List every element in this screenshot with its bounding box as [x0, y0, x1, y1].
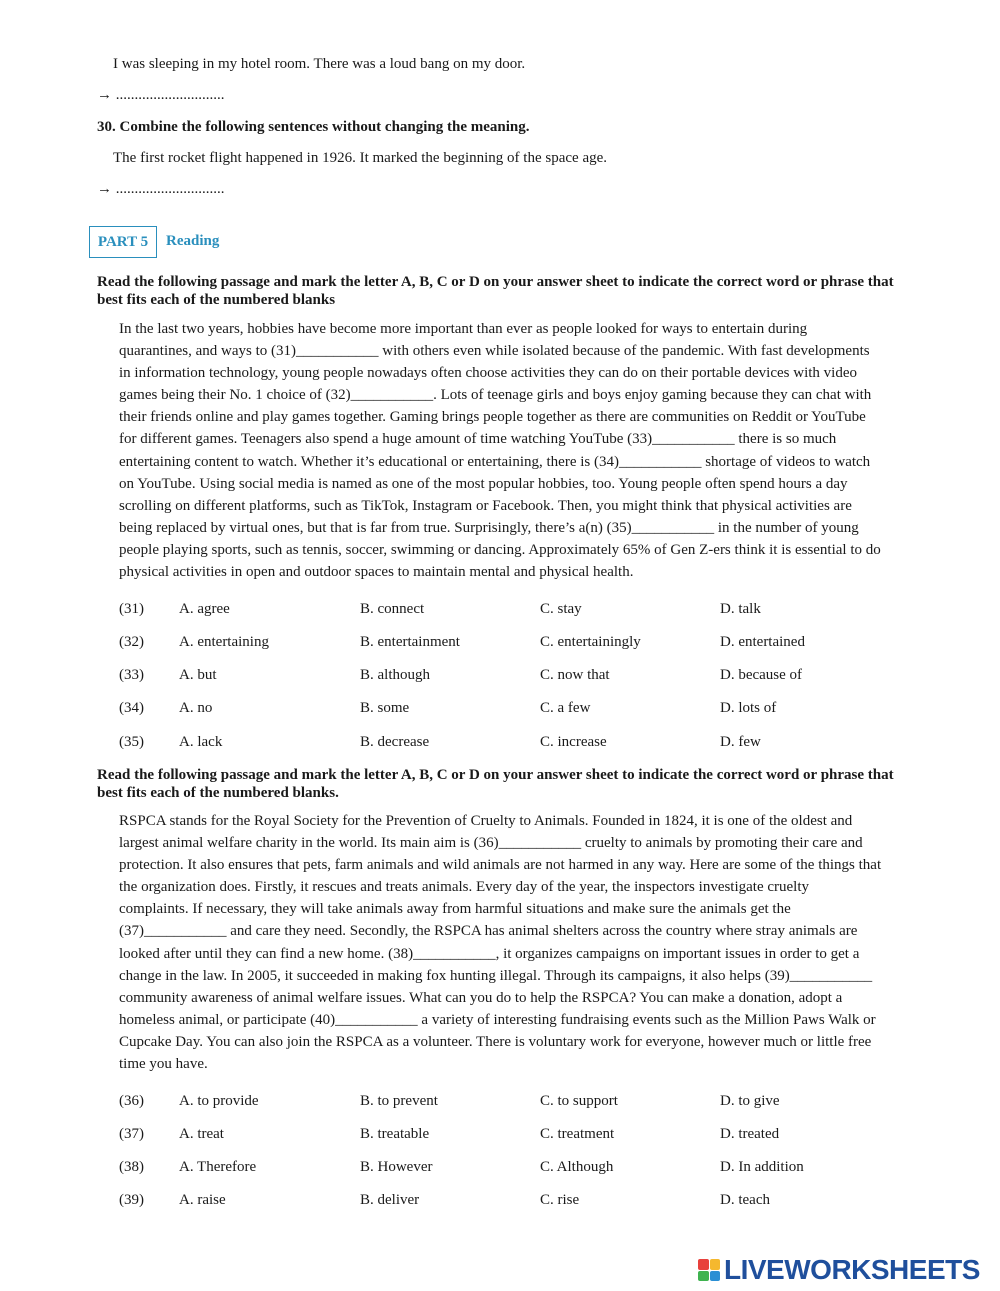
- question-number: (36): [119, 1093, 144, 1109]
- option-d[interactable]: D. because of: [720, 667, 803, 683]
- logo-text: LIVEWORKSHEETS: [724, 1254, 980, 1285]
- passage-line: in information technology, young people nowadays often choose activities they can do on their portable devices with video: [119, 365, 857, 382]
- option-row-32: [119, 631, 919, 653]
- option-row-37: [119, 1123, 919, 1145]
- option-b[interactable]: B. deliver: [360, 1192, 420, 1208]
- option-b[interactable]: B. although: [360, 667, 430, 683]
- question-number: (35): [119, 734, 144, 750]
- option-d[interactable]: D. teach: [720, 1192, 770, 1208]
- passage-line: scrolling on different platforms, such as TikTok, Instagram or Facebook. Then, you might think that physical activities are: [119, 497, 852, 514]
- option-a[interactable]: A. entertaining: [179, 634, 269, 650]
- passage-line: physical activities in open and outdoor spaces to maintain mental and physical health.: [119, 564, 634, 581]
- section2-instruction: Read the following passage and mark the letter A, B, C or D on your answer sheet to indicate the correct word or phrase that best fits each of the numbered blanks.: [97, 767, 894, 801]
- passage-line: RSPCA stands for the Royal Society for the Prevention of Cruelty to Animals. Founded in 1824, it is one of the oldest and: [119, 813, 853, 829]
- passage-line: largest animal welfare charity in the world. Its main aim is (36)___________ cruelty to animals by promoting their care and: [119, 835, 863, 852]
- passage-line: community awareness of animal welfare issues. What can you do to help the RSPCA? You can make a donation, adopt a: [119, 989, 843, 1006]
- option-b[interactable]: B. some: [360, 700, 410, 716]
- passage-line: entertaining content to watch. Whether it’s educational or entertaining, there is (34)___________ shortage of videos to watch: [119, 453, 871, 470]
- section2-passage: [119, 810, 904, 1075]
- option-a[interactable]: A. to provide: [179, 1093, 259, 1109]
- option-b[interactable]: B. to prevent: [360, 1093, 438, 1109]
- question-30-title: 30. Combine the following sentences without changing the meaning.: [97, 119, 530, 135]
- question-number: (34): [119, 700, 144, 716]
- sentence-30: The first rocket flight happened in 1926. It marked the beginning of the space age.: [113, 150, 608, 166]
- answer-line-30[interactable]: → .............................: [97, 181, 225, 197]
- passage-line: for different games. Teenagers also spend a huge amount of time watching YouTube (33)___________ there is so much: [119, 431, 837, 448]
- option-c[interactable]: C. a few: [540, 700, 591, 716]
- option-row-39: [119, 1189, 919, 1211]
- part-label: PART 5: [89, 226, 157, 258]
- option-b[interactable]: B. connect: [360, 601, 425, 617]
- logo-square: [710, 1259, 721, 1270]
- option-a[interactable]: A. Therefore: [179, 1159, 257, 1175]
- option-c[interactable]: C. rise: [540, 1192, 580, 1208]
- option-c[interactable]: C. treatment: [540, 1126, 615, 1142]
- option-a[interactable]: A. but: [179, 667, 217, 683]
- option-c[interactable]: C. Although: [540, 1159, 614, 1175]
- sentence-29: I was sleeping in my hotel room. There was a loud bang on my door.: [113, 56, 526, 72]
- passage-line: homeless animal, or participate (40)___________ a variety of interesting fundraising events such as the Million Paws Walk or: [119, 1011, 876, 1028]
- passage-line: complaints. If necessary, they will take animals away from harmful situations and make sure the animals get the: [119, 901, 791, 918]
- question-number: (32): [119, 634, 144, 650]
- answer-line-29[interactable]: → .............................: [97, 87, 225, 103]
- question-number: (33): [119, 667, 144, 683]
- option-row-34: [119, 697, 919, 719]
- option-c[interactable]: C. stay: [540, 601, 582, 617]
- option-d[interactable]: D. In addition: [720, 1159, 804, 1175]
- section1-passage: [119, 318, 904, 583]
- liveworksheets-logo: [698, 1255, 980, 1285]
- option-b[interactable]: B. treatable: [360, 1126, 430, 1142]
- passage-line: change in the law. In 2005, it succeeded in making fox hunting illegal. Through its campaigns, it also helps (39)___________: [119, 967, 873, 984]
- logo-square: [698, 1271, 709, 1282]
- passage-line: on YouTube. Using social media is named as one of the most popular hobbies, too. Young people often spend hours a day: [119, 475, 848, 492]
- option-a[interactable]: A. lack: [179, 734, 223, 750]
- option-d[interactable]: D. to give: [720, 1093, 780, 1109]
- passage-line: Cupcake Day. You can also join the RSPCA as a volunteer. There is voluntary work for everyone, however much or little free: [119, 1033, 872, 1050]
- passage-line: time you have.: [119, 1056, 208, 1073]
- passage-line: their friends online and play games together. Gaming brings people together as there are communities on Reddit or YouTube: [119, 409, 866, 426]
- option-a[interactable]: A. raise: [179, 1192, 226, 1208]
- option-a[interactable]: A. agree: [179, 601, 230, 617]
- option-d[interactable]: D. few: [720, 734, 761, 750]
- passage-line: being replaced by virtual ones, but that is far from true. Surprisingly, there’s a(n) (35)___________ in the number of young: [119, 519, 859, 536]
- passage-line: protection. It also ensures that pets, farm animals and wild animals are not harmed in any way. Here are some of the things that: [119, 857, 882, 874]
- option-row-38: [119, 1156, 919, 1178]
- option-c[interactable]: C. now that: [540, 667, 610, 683]
- option-d[interactable]: D. lots of: [720, 700, 777, 716]
- option-row-35: [119, 731, 919, 753]
- option-b[interactable]: B. decrease: [360, 734, 430, 750]
- option-c[interactable]: C. entertainingly: [540, 634, 641, 650]
- logo-grid-icon: [698, 1259, 720, 1281]
- option-a[interactable]: A. treat: [179, 1126, 224, 1142]
- logo-square: [710, 1271, 721, 1282]
- question-number: (31): [119, 601, 144, 617]
- question-number: (37): [119, 1126, 144, 1142]
- passage-line: games being their No. 1 choice of (32)___________. Lots of teenage girls and boys enjoy gaming because they can chat with: [119, 387, 872, 404]
- question-number: (38): [119, 1159, 144, 1175]
- option-d[interactable]: D. entertained: [720, 634, 805, 650]
- part-title: Reading: [166, 233, 220, 249]
- option-c[interactable]: C. to support: [540, 1093, 618, 1109]
- option-d[interactable]: D. treated: [720, 1126, 780, 1142]
- passage-line: people playing sports, such as tennis, soccer, swimming or dancing. Approximately 65% of Gen Z-ers think it is essential to do: [119, 541, 881, 558]
- option-c[interactable]: C. increase: [540, 734, 607, 750]
- option-a[interactable]: A. no: [179, 700, 213, 716]
- passage-line: quarantines, and ways to (31)___________ with others even while isolated because of the pandemic. With fast developments: [119, 343, 870, 360]
- passage-line: (37)___________ and care they need. Secondly, the RSPCA has animal shelters across the country where stray animals are: [119, 923, 858, 940]
- option-d[interactable]: D. talk: [720, 601, 761, 617]
- section1-instruction: Read the following passage and mark the letter A, B, C or D on your answer sheet to indicate the correct word or phrase that best fits each of the numbered blanks: [97, 274, 894, 308]
- passage-line: looked after until they can find a new home. (38)___________, it organizes campaigns on important issues in order to get a: [119, 945, 860, 962]
- option-row-31: [119, 598, 919, 620]
- option-b[interactable]: B. However: [360, 1159, 433, 1175]
- option-b[interactable]: B. entertainment: [360, 634, 460, 650]
- question-number: (39): [119, 1192, 144, 1208]
- passage-line: In the last two years, hobbies have become more important than ever as people looked for ways to entertain during: [119, 321, 808, 337]
- option-row-36: [119, 1090, 919, 1112]
- option-row-33: [119, 664, 919, 686]
- logo-square: [698, 1259, 709, 1270]
- passage-line: the organization does. Firstly, it rescues and treats animals. Every day of the year, the inspectors investigate cruelty: [119, 879, 810, 896]
